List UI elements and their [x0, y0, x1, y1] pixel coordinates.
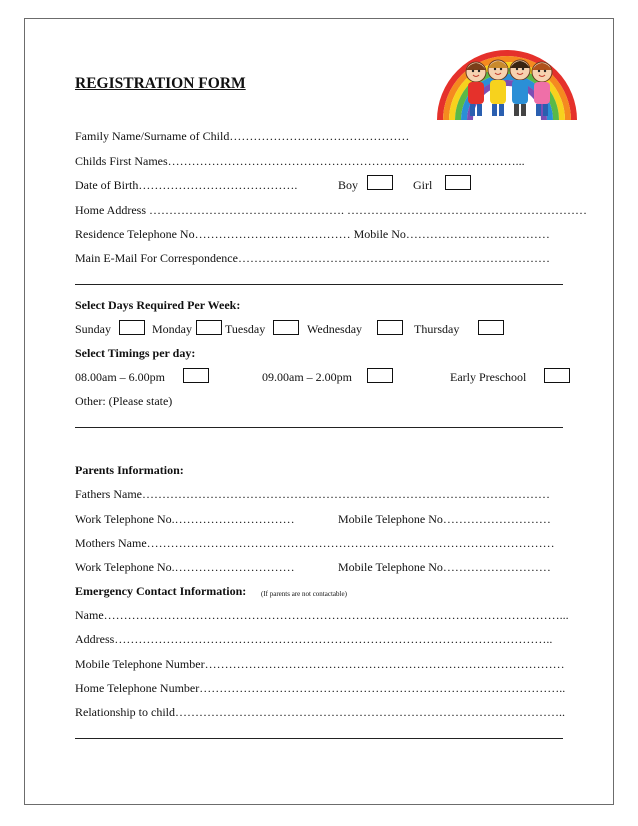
time2-checkbox[interactable] [367, 368, 393, 383]
time1-checkbox[interactable] [183, 368, 209, 383]
days-heading: Select Days Required Per Week: [75, 298, 241, 312]
emergency-mobile-field[interactable]: Mobile Telephone Number……………………………………………………………………………… [75, 657, 565, 671]
parents-heading: Parents Information: [75, 463, 184, 477]
sunday-checkbox[interactable] [119, 320, 145, 335]
residence-phone-field[interactable]: Residence Telephone No………………………………… Mobile No……………………………… [75, 227, 550, 241]
divider-3 [75, 738, 563, 739]
time3-checkbox[interactable] [544, 368, 570, 383]
boy-checkbox[interactable] [367, 175, 393, 190]
emergency-name-field[interactable]: Name……………………………………………………………………………………………………... [75, 608, 569, 622]
divider-1 [75, 284, 563, 285]
work-phone-1-field[interactable]: Work Telephone No.………………………… [75, 512, 295, 526]
girl-label: Girl [413, 178, 433, 192]
monday-checkbox[interactable] [196, 320, 222, 335]
dob-field[interactable]: Date of Birth…………………………………. [75, 178, 298, 192]
thursday-label: Thursday [414, 322, 460, 336]
family-name-field[interactable]: Family Name/Surname of Child……………………………………… [75, 129, 410, 143]
emergency-address-field[interactable]: Address……………………………………………………………………………………………….. [75, 632, 553, 646]
kids-rainbow-logo [432, 40, 582, 122]
tuesday-checkbox[interactable] [273, 320, 299, 335]
emergency-home-phone-field[interactable]: Home Telephone Number……………………………………………………………………………….. [75, 681, 566, 695]
work-phone-2-field[interactable]: Work Telephone No.………………………… [75, 560, 295, 574]
fathers-name-field[interactable]: Fathers Name………………………………………………………………………………………… [75, 487, 550, 501]
wednesday-label: Wednesday [307, 322, 363, 336]
timings-heading: Select Timings per day: [75, 346, 196, 360]
emergency-note: (If parents are not contactable) [261, 590, 347, 598]
thursday-checkbox[interactable] [478, 320, 504, 335]
home-address-field[interactable]: Home Address …………………………………………. …………………………………………………… [75, 203, 587, 217]
mobile-phone-2-field[interactable]: Mobile Telephone No……………………… [338, 560, 551, 574]
girl-checkbox[interactable] [445, 175, 471, 190]
wednesday-checkbox[interactable] [377, 320, 403, 335]
relationship-field[interactable]: Relationship to child…………………………………………………………………………………….. [75, 705, 565, 719]
time1-label: 08.00am – 6.00pm [75, 370, 165, 384]
email-field[interactable]: Main E-Mail For Correspondence…………………………………………………………………… [75, 251, 550, 265]
mobile-phone-1-field[interactable]: Mobile Telephone No……………………… [338, 512, 551, 526]
first-names-field[interactable]: Childs First Names……………………………………………………………………………... [75, 154, 525, 168]
time3-label: Early Preschool [450, 370, 527, 384]
form-title: REGISTRATION FORM [75, 75, 246, 92]
boy-label: Boy [338, 178, 359, 192]
time2-label: 09.00am – 2.00pm [262, 370, 352, 384]
emergency-heading: Emergency Contact Information: [75, 584, 247, 598]
divider-2 [75, 427, 563, 428]
other-field[interactable]: Other: (Please state) [75, 394, 173, 408]
monday-label: Monday [152, 322, 192, 336]
mothers-name-field[interactable]: Mothers Name………………………………………………………………………………………… [75, 536, 555, 550]
sunday-label: Sunday [75, 322, 111, 336]
tuesday-label: Tuesday [225, 322, 266, 336]
